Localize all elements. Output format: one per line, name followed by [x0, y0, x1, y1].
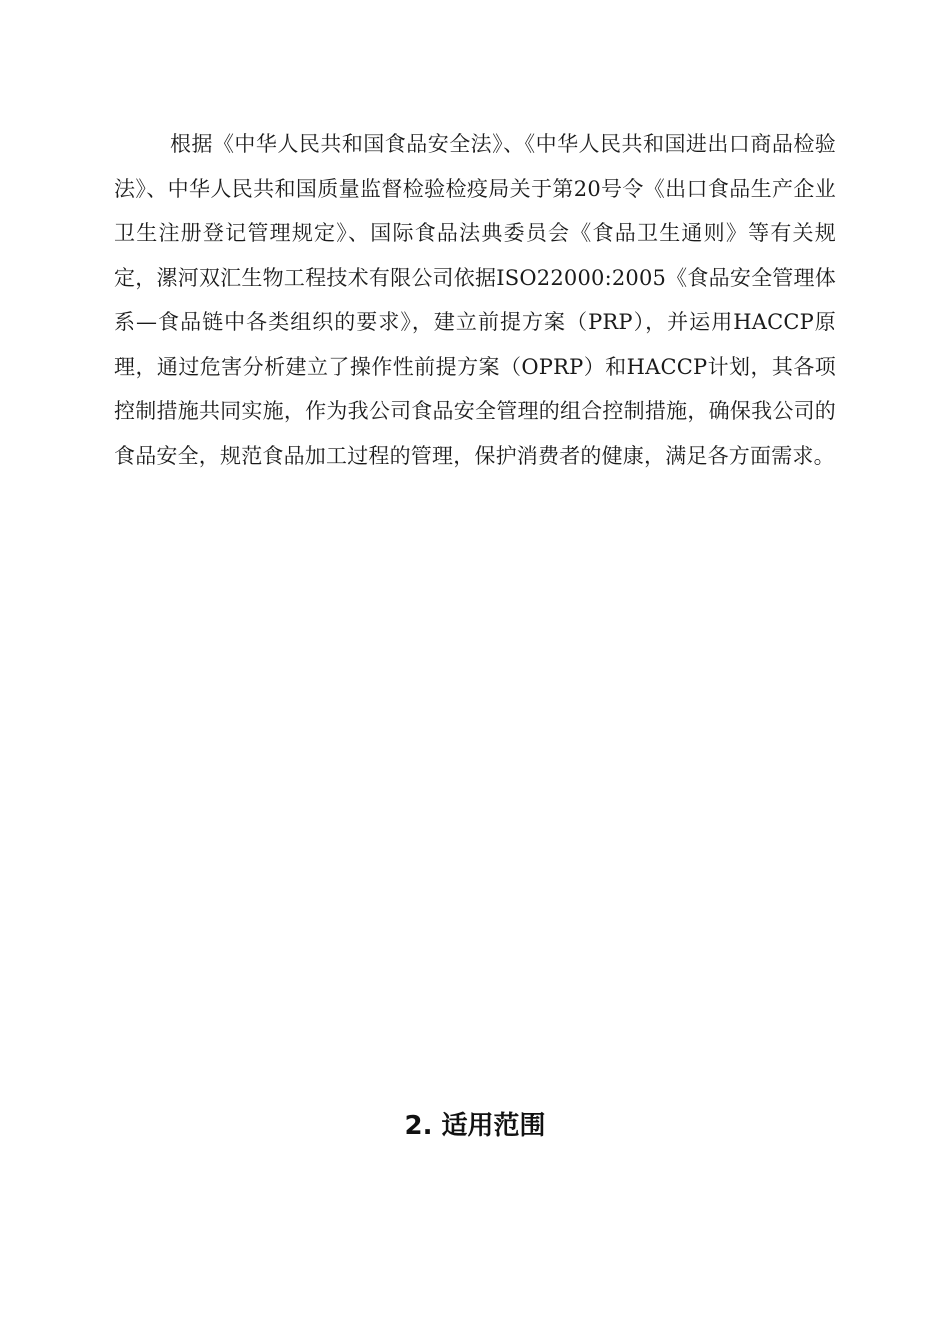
intro-paragraph: 根据《中华人民共和国食品安全法》、《中华人民共和国进出口商品检验法》、中华人民共和国质量监督检验检疫局关于第20号令《出口食品生产企业卫生注册登记管理规定》、国际食品法典委员会《食品卫生通则》等有关规定，漯河双汇生物工程技术有限公司依据ISO22000:2005《食品安全管理体系—食品链中各类组织的要求》，建立前提方案（PRP），并运用HACCP原理，通过危害分析建立了操作性前提方案（OPRP）和HACCP计划，其各项控制措施共同实施，作为我公司食品安全管理的组合控制措施，确保我公司的食品安全，规范食品加工过程的管理，保护消费者的健康，满足各方面需求。 [114, 132, 836, 468]
section-heading-scope: 2. 适用范围 [404, 1111, 546, 1141]
